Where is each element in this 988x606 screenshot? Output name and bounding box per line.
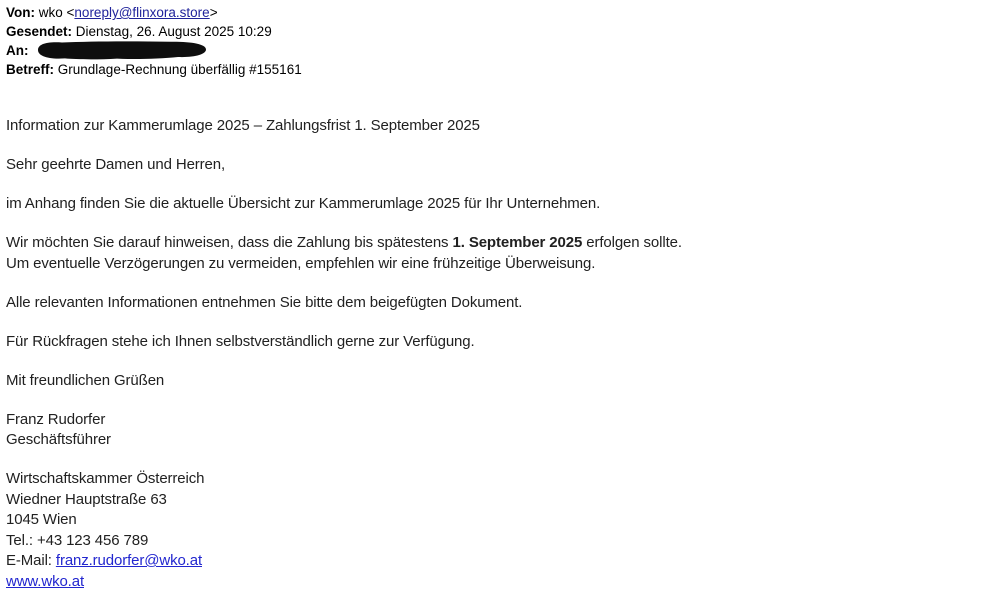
salutation: Sehr geehrte Damen und Herren, xyxy=(6,156,226,173)
email-body xyxy=(6,116,976,592)
org-name: Wirtschaftskammer Österreich xyxy=(6,470,205,487)
subject-value: Grundlage-Rechnung überfällig #155161 xyxy=(57,62,302,77)
signature-organization xyxy=(6,469,976,592)
deadline-date-bold: 1. September 2025 xyxy=(452,234,583,251)
signature-name: Franz Rudorfer xyxy=(6,410,106,428)
from-label: Von: xyxy=(6,5,35,20)
subject-label: Betreff: xyxy=(6,62,55,77)
header-sent-line xyxy=(6,22,976,41)
deadline-line2: Um eventuelle Verzögerungen zu vermeiden, empfehlen wir eine frühzeitige Überweisung. xyxy=(6,254,596,272)
org-street: Wiedner Hauptstraße 63 xyxy=(6,490,167,508)
paragraph-deadline xyxy=(6,233,976,274)
email-label: E-Mail: xyxy=(6,552,56,569)
to-label: An: xyxy=(6,43,29,58)
from-suffix: > xyxy=(209,5,218,20)
from-display-name: wko < xyxy=(38,5,75,20)
org-phone: Tel.: +43 123 456 789 xyxy=(6,531,149,549)
header-to-line xyxy=(6,41,976,60)
sent-value: Dienstag, 26. August 2025 10:29 xyxy=(75,24,272,39)
org-city: 1045 Wien xyxy=(6,511,77,528)
deadline-text-before: Wir möchten Sie darauf hinweisen, dass die Zahlung bis spätestens xyxy=(6,234,453,251)
paragraph-attachment: im Anhang finden Sie die aktuelle Übersicht zur Kammerumlage 2025 für Ihr Unternehmen. xyxy=(6,195,601,212)
closing: Mit freundlichen Grüßen xyxy=(6,371,165,389)
redacted-recipient-scribble xyxy=(31,40,213,60)
signature-email-link[interactable]: franz.rudorfer@wko.at xyxy=(55,552,202,569)
paragraph-document: Alle relevanten Informationen entnehmen Sie bitte dem beigefügten Dokument. xyxy=(6,293,523,311)
signature-person xyxy=(6,410,976,451)
sent-label: Gesendet: xyxy=(6,24,73,39)
from-email-link[interactable]: noreply@flinxora.store xyxy=(74,5,210,20)
body-title-line: Information zur Kammerumlage 2025 – Zahlungsfrist 1. September 2025 xyxy=(6,117,480,134)
paragraph-questions: Für Rückfragen stehe ich Ihnen selbstverständlich gerne zur Verfügung. xyxy=(6,332,475,350)
deadline-text-after: erfolgen sollte. xyxy=(582,234,682,251)
signature-title: Geschäftsführer xyxy=(6,431,111,448)
header-from-line xyxy=(6,3,976,22)
website-link[interactable]: www.wko.at xyxy=(6,572,84,590)
header-subject-line xyxy=(6,60,976,79)
email-header xyxy=(6,3,976,79)
